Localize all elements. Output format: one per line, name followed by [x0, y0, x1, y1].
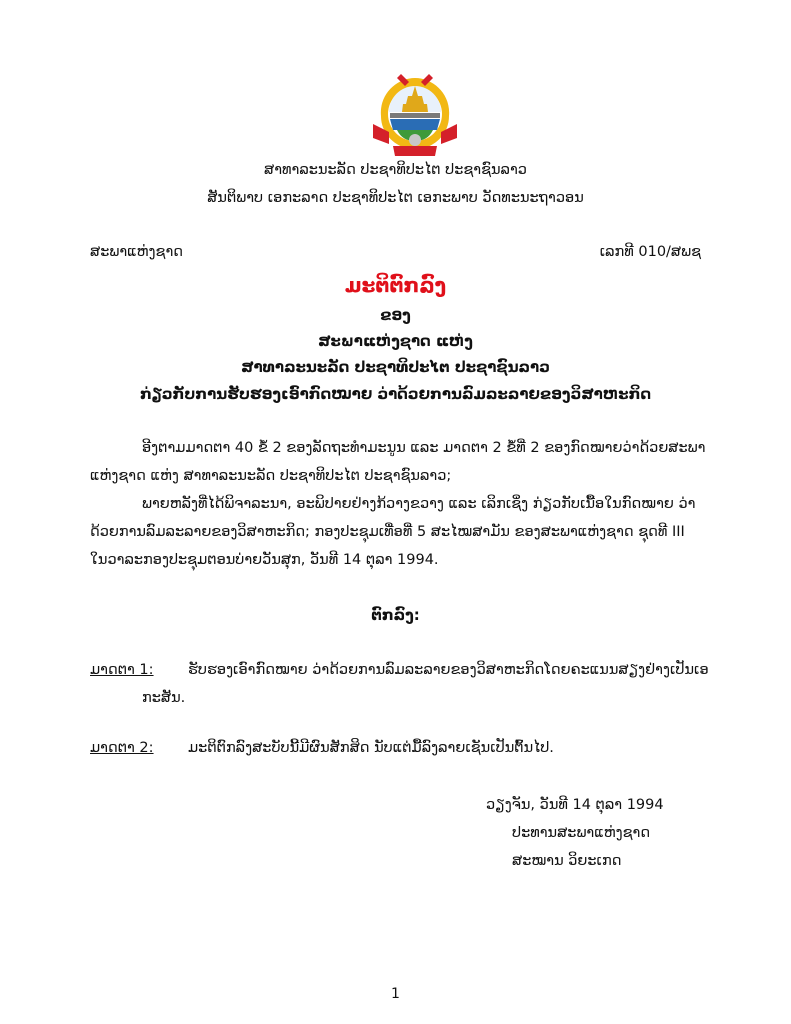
- signature-position: ປະທານສະພາແຫ່ງຊາດ: [512, 825, 651, 841]
- article-1-text: ຮັບຮອງເອົາກົດໝາຍ ວ່າດ້ວຍການລົມລະລາຍຂອງວິສາຫະກິດໂດຍຄະແນນສຽງຢ່າງເປັນເອ: [188, 662, 709, 678]
- preamble-p1-line-1: ອີງຕາມມາດຕາ 40 ຂໍ້ 2 ຂອງລັດຖະທຳມະນູນ ແລະ ມາດຕາ 2 ຂໍ້ທີ່ 2 ຂອງກົດໝາຍວ່າດ້ວຍສະພາ: [142, 440, 706, 456]
- document-number: ເລກທີ 010/ສພຊ: [599, 244, 701, 260]
- article-2-label: ມາດຕາ 2:: [90, 740, 154, 756]
- subtitle-line-3: ສາທາລະນະລັດ ປະຊາທິປະໄຕ ປະຊາຊົນລາວ: [241, 358, 550, 376]
- lao-national-emblem-icon: [367, 72, 463, 160]
- preamble-p1-line-2: ແຫ່ງຊາດ ແຫ່ງ ສາທາລະນະລັດ ປະຊາທິປະໄຕ ປະຊາຊົນລາວ;: [90, 468, 452, 484]
- preamble-p2-line-2: ດ້ວຍການລົມລະລາຍຂອງວິສາຫະກິດ; ກອງປະຊຸມເທື່ອທີ່ 5 ສະໄໝສາມັນ ຂອງສະພາແຫ່ງຊາດ ຊຸດທີ III: [90, 524, 685, 540]
- header-line-1: ສາທາລະນະລັດ ປະຊາທິປະໄຕ ປະຊາຊົນລາວ: [264, 162, 527, 178]
- decision-heading: ຕົກລົງ:: [371, 606, 420, 624]
- preamble-p2-line-3: ໃນວາລະກອງປະຊຸມຕອນບ່າຍວັນສຸກ, ວັນທີ 14 ຕຸລາ 1994.: [90, 552, 439, 568]
- subtitle-line-2: ສະພາແຫ່ງຊາດ ແຫ່ງ: [318, 332, 473, 350]
- article-2-text: ມະຕິຕົກລົງສະບັບນີ້ມີຜົນສັກສິດ ນັບແຕ່ມື້ລົງລາຍເຊັນເປັນຕົ້ນໄປ.: [188, 740, 554, 756]
- article-1-label: ມາດຕາ 1:: [90, 662, 154, 678]
- issuer: ສະພາແຫ່ງຊາດ: [90, 244, 183, 260]
- header-line-2: ສັນຕິພາບ ເອກະລາດ ປະຊາທິປະໄຕ ເອກະພາບ ວັດທະນະຖາວອນ: [207, 190, 584, 206]
- preamble-p2-line-1: ພາຍຫລັງທີ່ໄດ້ພິຈາລະນາ, ອະພິປາຍຢ່າງກ້ວາງຂວາງ ແລະ ເລິກເຊິ່ງ ກ່ຽວກັບເນື້ອໃນກົດໝາຍ ວ່າ: [142, 496, 696, 512]
- signature-place-date: ວຽງຈັນ, ວັນທີ 14 ຕຸລາ 1994: [486, 797, 664, 813]
- document-title: ມະຕິຕົກລົງ: [344, 273, 447, 297]
- subtitle-line-4: ກ່ຽວກັບການຮັບຮອງເອົາກົດໝາຍ ວ່າດ້ວຍການລົມລະລາຍຂອງວິສາຫະກິດ: [139, 385, 652, 403]
- article-1-text-cont: ກະສັນ.: [142, 690, 186, 706]
- page-number: 1: [391, 986, 400, 1002]
- signature-name: ສະໝານ ວິຍະເກດ: [512, 853, 622, 869]
- subtitle-line-1: ຂອງ: [380, 306, 411, 324]
